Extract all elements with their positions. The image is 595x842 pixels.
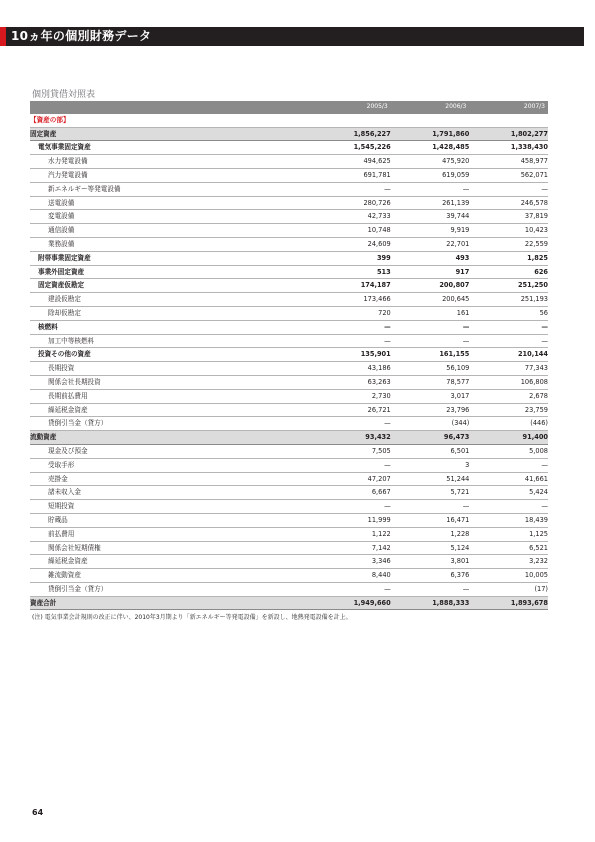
row-value: 1,428,485 — [391, 141, 470, 155]
row-value: 8,440 — [312, 569, 391, 583]
row-value: 3,017 — [391, 389, 470, 403]
row-value: 475,920 — [391, 155, 470, 169]
page-title: 10ヵ年の個別財務データ — [11, 29, 152, 43]
row-value: 93,432 — [312, 431, 391, 445]
row-value: 10,748 — [312, 224, 391, 238]
row-label: 貸倒引当金（貸方） — [30, 582, 312, 596]
table-row — [30, 224, 548, 238]
row-value: 5,424 — [469, 486, 548, 500]
row-value: 1,545,226 — [312, 141, 391, 155]
row-value: — — [469, 182, 548, 196]
row-value: 200,807 — [391, 279, 470, 293]
row-value: 91,400 — [469, 431, 548, 445]
row-value: 3 — [391, 458, 470, 472]
page-number: 64 — [32, 808, 44, 817]
row-value: — — [469, 320, 548, 334]
row-value: — — [391, 320, 470, 334]
row-value: 1,125 — [469, 527, 548, 541]
table-row — [30, 555, 548, 569]
row-label: 固定資産仮勘定 — [30, 279, 312, 293]
row-value: 251,193 — [469, 293, 548, 307]
row-value: (446) — [469, 417, 548, 431]
row-value: 3,346 — [312, 555, 391, 569]
row-value: 691,781 — [312, 168, 391, 182]
row-value: 399 — [312, 251, 391, 265]
table-row — [30, 527, 548, 541]
row-label: 投資その他の資産 — [30, 348, 312, 362]
table-row — [30, 141, 548, 155]
table-row — [30, 265, 548, 279]
row-label: 関係会社長期投資 — [30, 375, 312, 389]
row-value: 63,263 — [312, 375, 391, 389]
row-label: 変電設備 — [30, 210, 312, 224]
row-label: 新エネルギー等発電設備 — [30, 182, 312, 196]
table-row — [30, 417, 548, 431]
row-value: (344) — [391, 417, 470, 431]
table-row — [30, 513, 548, 527]
table-row — [30, 403, 548, 417]
balance-sheet-table — [30, 101, 548, 610]
table-row — [30, 155, 548, 169]
row-label: 流動資産 — [30, 431, 312, 445]
row-value: 6,521 — [469, 541, 548, 555]
row-value: 626 — [469, 265, 548, 279]
row-value: — — [312, 500, 391, 514]
row-value: 22,559 — [469, 237, 548, 251]
table-row — [30, 541, 548, 555]
row-value: 251,250 — [469, 279, 548, 293]
row-value: 7,142 — [312, 541, 391, 555]
row-value: 173,466 — [312, 293, 391, 307]
table-row — [30, 375, 548, 389]
table-row — [30, 237, 548, 251]
row-value: 56,109 — [391, 362, 470, 376]
table-row — [30, 251, 548, 265]
row-label: 核燃料 — [30, 320, 312, 334]
row-value: 5,721 — [391, 486, 470, 500]
row-value: 1,888,333 — [391, 596, 470, 610]
row-label: 加工中等核燃料 — [30, 334, 312, 348]
row-value: — — [469, 458, 548, 472]
row-value — [391, 114, 470, 127]
row-value: 619,059 — [391, 168, 470, 182]
row-label: 附帯事業固定資産 — [30, 251, 312, 265]
row-label: 貯蔵品 — [30, 513, 312, 527]
row-value: 22,701 — [391, 237, 470, 251]
table-row — [30, 127, 548, 141]
row-label: 送電設備 — [30, 196, 312, 210]
row-value: 458,977 — [469, 155, 548, 169]
row-label: 固定資産 — [30, 127, 312, 141]
row-label: 長期投資 — [30, 362, 312, 376]
row-value: 23,759 — [469, 403, 548, 417]
column-header: 2005/3 — [312, 101, 391, 114]
row-value: — — [469, 334, 548, 348]
row-value — [312, 114, 391, 127]
table-row — [30, 210, 548, 224]
row-value: — — [469, 500, 548, 514]
row-value: 261,139 — [391, 196, 470, 210]
table-row — [30, 596, 548, 610]
row-value: — — [391, 334, 470, 348]
table-row — [30, 486, 548, 500]
row-label: 長期前払費用 — [30, 389, 312, 403]
table-row — [30, 389, 548, 403]
table-row — [30, 306, 548, 320]
row-value: 10,005 — [469, 569, 548, 583]
table-row — [30, 444, 548, 458]
header-accent — [0, 27, 6, 46]
table-body — [30, 114, 548, 610]
row-label: 現金及び預金 — [30, 444, 312, 458]
row-value: 5,008 — [469, 444, 548, 458]
row-value: — — [312, 582, 391, 596]
row-value: 24,609 — [312, 237, 391, 251]
row-value: — — [312, 458, 391, 472]
row-value: 1,825 — [469, 251, 548, 265]
table-row — [30, 196, 548, 210]
table-row — [30, 500, 548, 514]
row-value: 1,791,860 — [391, 127, 470, 141]
row-label: 事業外固定資産 — [30, 265, 312, 279]
row-value: 7,505 — [312, 444, 391, 458]
table-row — [30, 582, 548, 596]
row-value: 1,122 — [312, 527, 391, 541]
table-row — [30, 472, 548, 486]
row-value: 3,232 — [469, 555, 548, 569]
row-value: 493 — [391, 251, 470, 265]
row-value: — — [312, 182, 391, 196]
row-value: 1,949,660 — [312, 596, 391, 610]
row-value: — — [391, 500, 470, 514]
table-row — [30, 334, 548, 348]
row-label: 繰延税金資産 — [30, 403, 312, 417]
row-value: 246,578 — [469, 196, 548, 210]
row-value: 1,856,227 — [312, 127, 391, 141]
row-label: 【資産の部】 — [30, 114, 312, 127]
table-row — [30, 458, 548, 472]
table-row — [30, 320, 548, 334]
row-value: 41,661 — [469, 472, 548, 486]
row-value: 6,376 — [391, 569, 470, 583]
row-value: 161,155 — [391, 348, 470, 362]
row-value: 16,471 — [391, 513, 470, 527]
row-label: 除却仮勘定 — [30, 306, 312, 320]
row-value: 10,423 — [469, 224, 548, 238]
row-value: 2,730 — [312, 389, 391, 403]
row-value: 96,473 — [391, 431, 470, 445]
row-value: 562,071 — [469, 168, 548, 182]
row-value: 9,919 — [391, 224, 470, 238]
footnote: (注) 電気事業会計規則の改正に伴い、2010年3月期より「新エネルギー等発電設備」を新設し、地熱発電設備を計上。 — [32, 614, 352, 621]
row-value: 1,802,277 — [469, 127, 548, 141]
row-value: 6,501 — [391, 444, 470, 458]
row-value: 513 — [312, 265, 391, 279]
row-value: 2,678 — [469, 389, 548, 403]
row-label: 短期投資 — [30, 500, 312, 514]
column-header: 2006/3 — [391, 101, 470, 114]
row-value: 1,893,678 — [469, 596, 548, 610]
row-value: 1,228 — [391, 527, 470, 541]
row-value: 1,338,430 — [469, 141, 548, 155]
row-value: 280,726 — [312, 196, 391, 210]
row-value: 720 — [312, 306, 391, 320]
header-bar — [0, 27, 584, 46]
row-label: 貸倒引当金（貸方） — [30, 417, 312, 431]
row-label: 電気事業固定資産 — [30, 141, 312, 155]
table-row — [30, 569, 548, 583]
row-value: 77,343 — [469, 362, 548, 376]
row-value: 6,667 — [312, 486, 391, 500]
section-title: 個別貸借対照表 — [32, 90, 96, 100]
row-label: 業務設備 — [30, 237, 312, 251]
row-value: 11,999 — [312, 513, 391, 527]
row-label: 売掛金 — [30, 472, 312, 486]
row-value: 210,144 — [469, 348, 548, 362]
row-value: 78,577 — [391, 375, 470, 389]
row-value: 56 — [469, 306, 548, 320]
row-label: 水力発電設備 — [30, 155, 312, 169]
row-label: 受取手形 — [30, 458, 312, 472]
row-value: 23,796 — [391, 403, 470, 417]
table-row — [30, 362, 548, 376]
row-value: 3,801 — [391, 555, 470, 569]
header-blank-cell — [30, 101, 312, 114]
row-value: — — [312, 417, 391, 431]
row-value: 135,901 — [312, 348, 391, 362]
row-label: 繰延税金資産 — [30, 555, 312, 569]
row-label: 前払費用 — [30, 527, 312, 541]
table-row — [30, 431, 548, 445]
row-value: 5,124 — [391, 541, 470, 555]
row-value: 174,187 — [312, 279, 391, 293]
table-row — [30, 348, 548, 362]
row-label: 通信設備 — [30, 224, 312, 238]
row-value: — — [312, 334, 391, 348]
row-label: 諸未収入金 — [30, 486, 312, 500]
table-row — [30, 293, 548, 307]
table-row — [30, 168, 548, 182]
row-value: — — [391, 182, 470, 196]
row-label: 関係会社短期債権 — [30, 541, 312, 555]
row-value: 26,721 — [312, 403, 391, 417]
row-value: 47,207 — [312, 472, 391, 486]
column-header: 2007/3 — [469, 101, 548, 114]
row-value: 18,439 — [469, 513, 548, 527]
row-value: 37,819 — [469, 210, 548, 224]
table-header-row — [30, 101, 548, 114]
row-value: 51,244 — [391, 472, 470, 486]
row-value: 106,808 — [469, 375, 548, 389]
row-label: 資産合計 — [30, 596, 312, 610]
row-value: 200,645 — [391, 293, 470, 307]
row-value: 42,733 — [312, 210, 391, 224]
table-row — [30, 182, 548, 196]
row-value: 917 — [391, 265, 470, 279]
table-row — [30, 114, 548, 127]
table-row — [30, 279, 548, 293]
row-value: — — [312, 320, 391, 334]
row-value: — — [391, 582, 470, 596]
row-value: 39,744 — [391, 210, 470, 224]
row-value: (17) — [469, 582, 548, 596]
row-label: 雑流動資産 — [30, 569, 312, 583]
row-value — [469, 114, 548, 127]
row-label: 汽力発電設備 — [30, 168, 312, 182]
row-label: 建設仮勘定 — [30, 293, 312, 307]
row-value: 494,625 — [312, 155, 391, 169]
row-value: 161 — [391, 306, 470, 320]
row-value: 43,186 — [312, 362, 391, 376]
